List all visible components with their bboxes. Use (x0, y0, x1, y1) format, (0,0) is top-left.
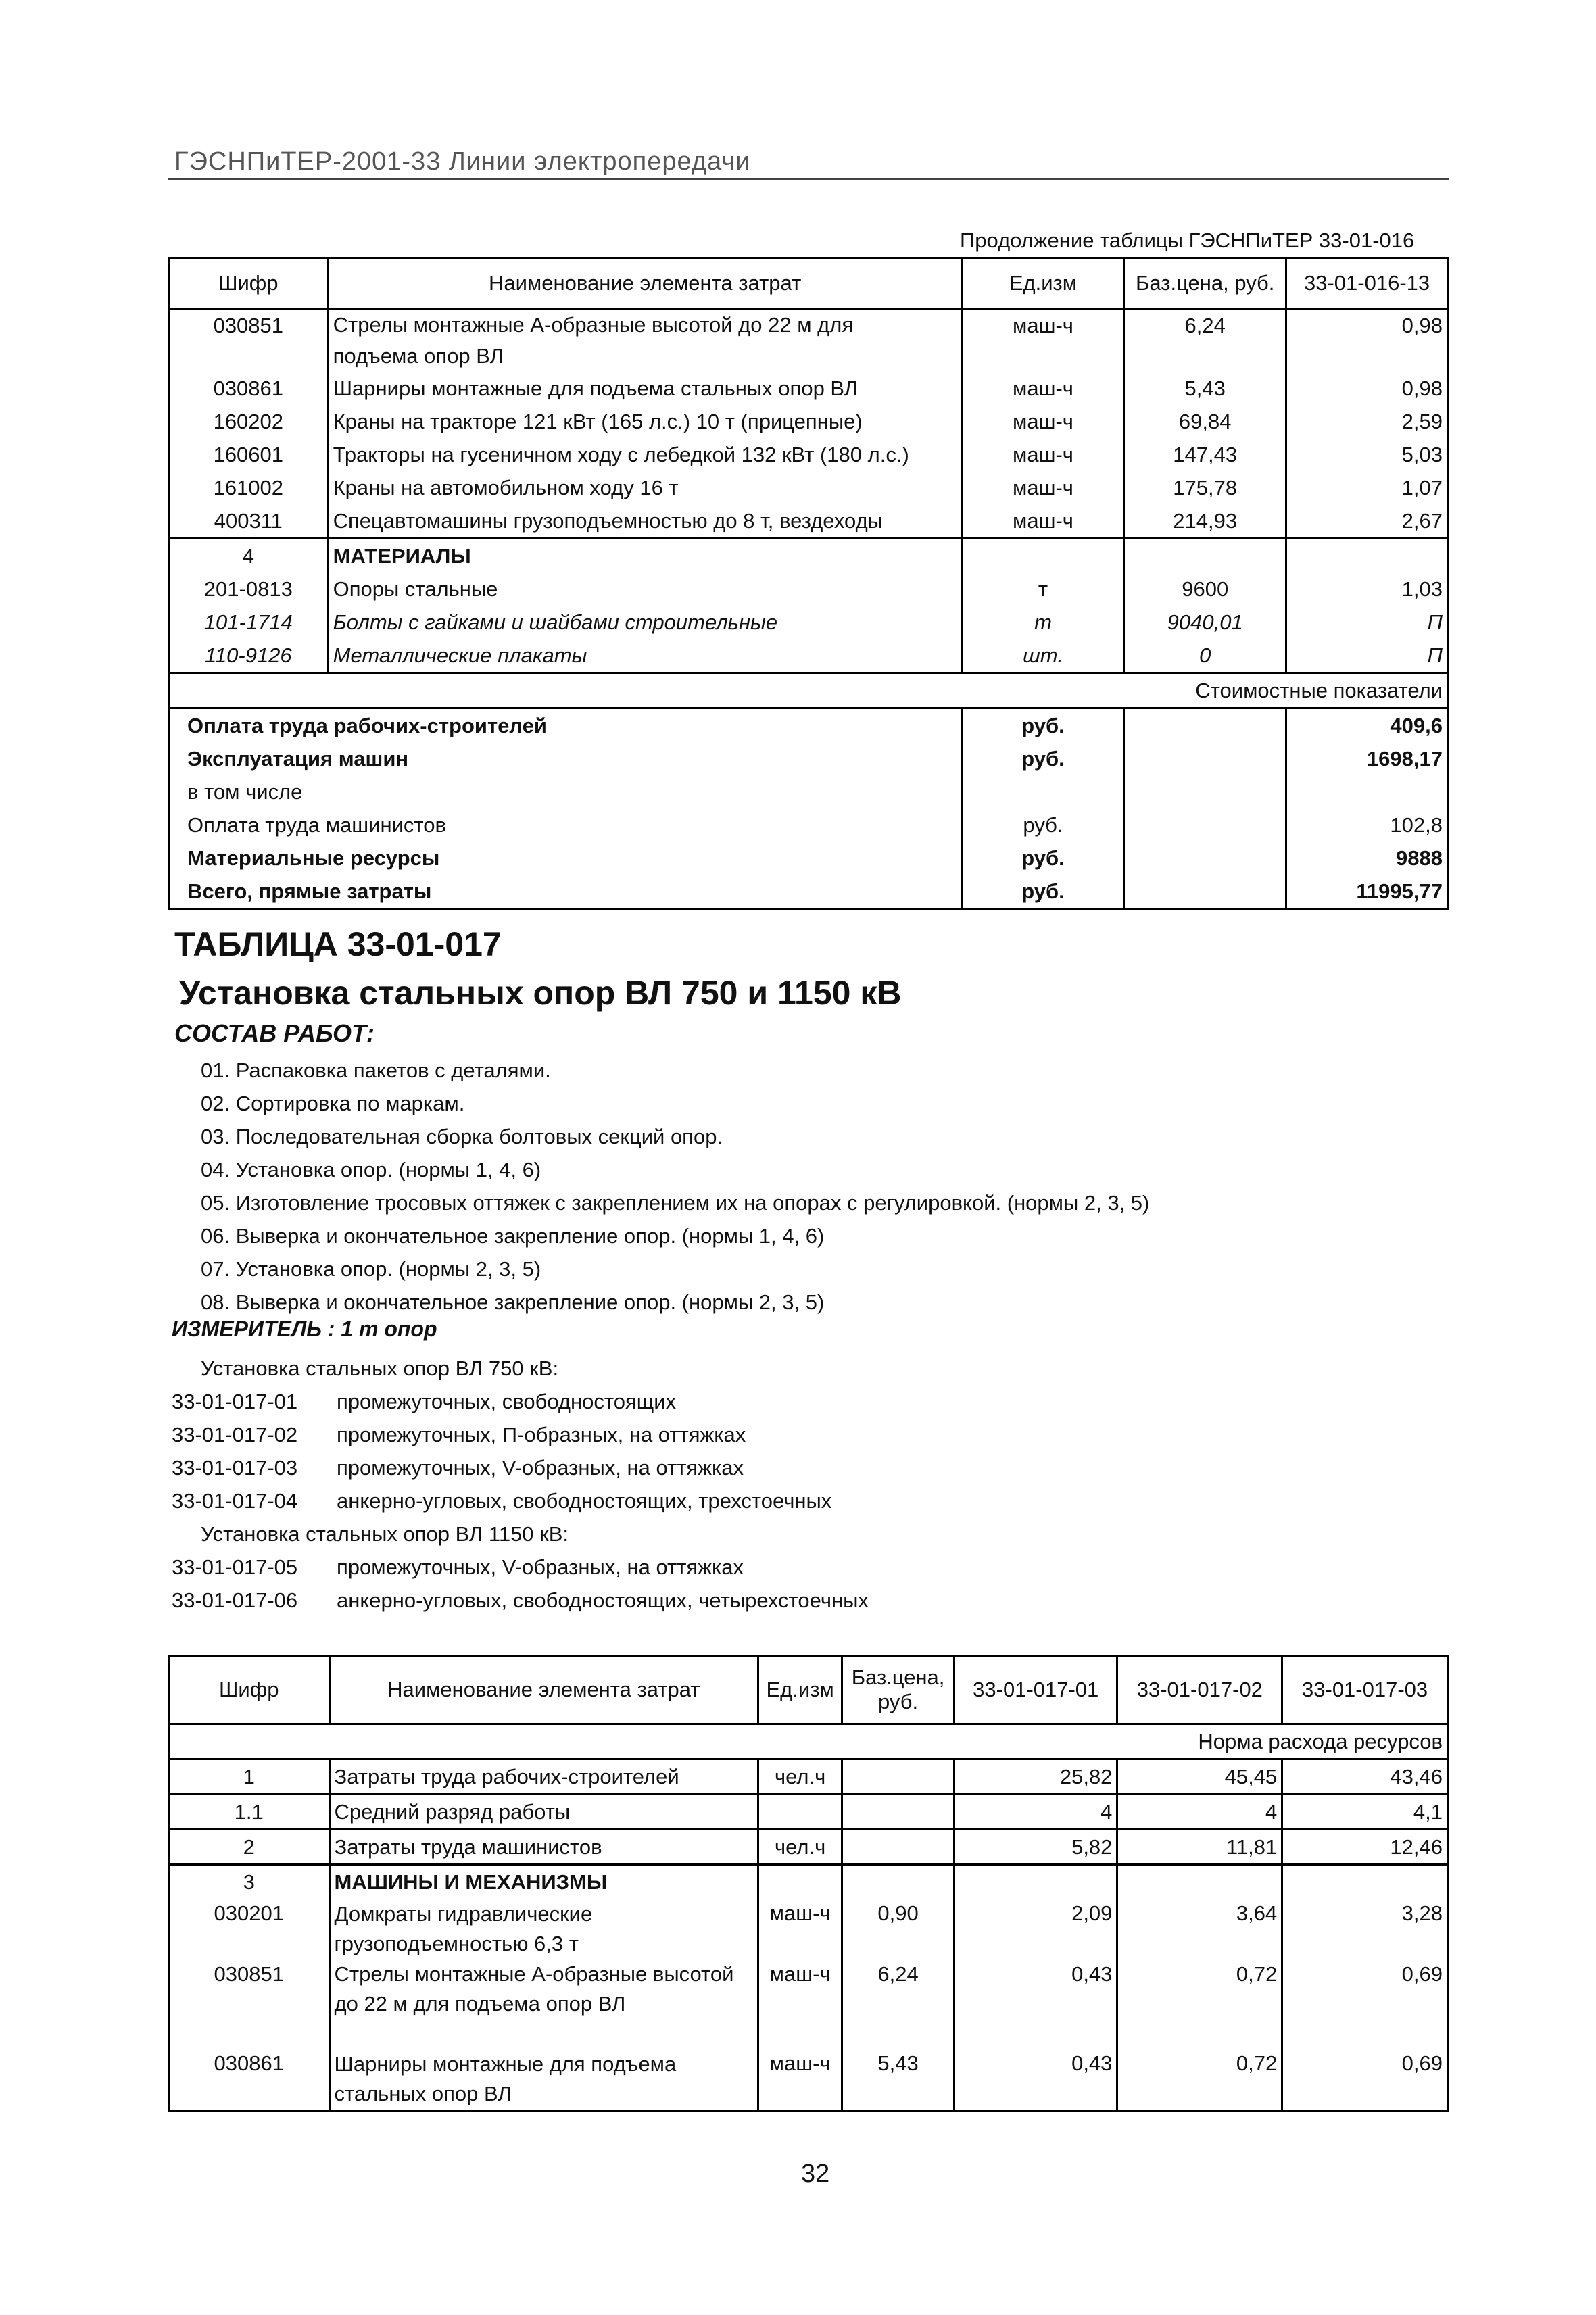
col-header-unit: Ед.изм (758, 1656, 842, 1724)
cost-unit: руб. (962, 708, 1124, 743)
cost-header: Стоимостные показатели (1124, 673, 1448, 708)
row-price (842, 1830, 954, 1865)
row-name-line1: Стрелы монтажные А-образные высотой (334, 1962, 734, 1986)
work-item: 05. Изготовление тросовых оттяжек с закреплением их на опорах с регулировкой. (нормы 2, 3, 5) (201, 1191, 1150, 1215)
row-price: 147,43 (1124, 438, 1286, 471)
cost-row (169, 875, 1448, 909)
row-price (842, 1795, 954, 1830)
norm-code: 33-01-017-04 (172, 1489, 298, 1513)
norm-desc: промежуточных, свободностоящих (337, 1390, 677, 1413)
row-value-02: 0,72 (1117, 1959, 1282, 2049)
cost-label: Всего, прямые затраты (169, 875, 963, 909)
row-unit: чел.ч (758, 1759, 842, 1795)
row-code: 030201 (169, 1899, 330, 1959)
row-value-01: 5,82 (954, 1830, 1117, 1865)
row-name: Тракторы на гусеничном ходу с лебедкой 132 кВт (180 л.с.) (328, 438, 962, 471)
cost-value: 102,8 (1286, 808, 1448, 842)
measure-unit: ИЗМЕРИТЕЛЬ : 1 т опор (172, 1317, 437, 1341)
row-value-01: 25,82 (954, 1759, 1117, 1795)
row-price (842, 1759, 954, 1795)
group-heading: Установка стальных опор ВЛ 750 кВ: (201, 1357, 559, 1380)
row-name-line2: стальных опор ВЛ (334, 2082, 512, 2105)
norm-header-row (169, 1724, 1448, 1759)
cost-row (169, 842, 1448, 875)
cost-table-016 (168, 257, 1449, 910)
row-unit: маш-ч (758, 2049, 842, 2111)
row-code: 030861 (169, 372, 329, 405)
row-value: 0,98 (1286, 309, 1448, 372)
row-value-02: 4 (1117, 1795, 1282, 1830)
cost-row (169, 708, 1448, 743)
row-value: П (1286, 639, 1448, 673)
row-unit: маш-ч (758, 1959, 842, 2049)
norm-desc: промежуточных, V-образных, на оттяжках (337, 1456, 744, 1480)
row-code: 101-1714 (169, 606, 329, 639)
table-row (169, 1959, 1448, 2049)
row-value: 2,59 (1286, 405, 1448, 438)
row-value-01: 0,43 (954, 2049, 1117, 2111)
table-row (169, 309, 1448, 372)
row-value: 1,07 (1286, 471, 1448, 504)
cost-label: Эксплуатация машин (169, 742, 963, 775)
row-name-line2: до 22 м для подъема опор ВЛ (334, 1992, 626, 2016)
row-code: 030851 (169, 1959, 330, 2049)
row-value: 5,03 (1286, 438, 1448, 471)
row-price: 9600 (1124, 572, 1286, 606)
table-continuation-note: Продолжение таблицы ГЭСНПиТЕР 33-01-016 (960, 228, 1415, 252)
row-name-line2: подъема опор ВЛ (333, 344, 504, 368)
section-title: МАШИНЫ И МЕХАНИЗМЫ (329, 1865, 758, 1899)
cost-unit: руб. (962, 808, 1124, 842)
col-header-name: Наименование элемента затрат (328, 258, 962, 309)
cost-row (169, 808, 1448, 842)
cost-value: 9888 (1286, 842, 1448, 875)
cost-label: Оплата труда машинистов (169, 808, 963, 842)
row-value: 1,03 (1286, 572, 1448, 606)
table-title: ТАБЛИЦА 33-01-017 (174, 925, 502, 963)
row-name: Средний разряд работы (329, 1795, 758, 1830)
row-value: П (1286, 606, 1448, 639)
row-unit: маш-ч (962, 309, 1124, 372)
row-value-03: 4,1 (1282, 1795, 1448, 1830)
row-unit: чел.ч (758, 1830, 842, 1865)
row-value-03: 12,46 (1282, 1830, 1448, 1865)
row-value-02: 45,45 (1117, 1759, 1282, 1795)
row-unit: т (962, 606, 1124, 639)
row-price: 5,43 (1124, 372, 1286, 405)
col-header-unit: Ед.изм (962, 258, 1124, 309)
row-unit: шт. (962, 639, 1124, 673)
table-row (169, 471, 1448, 504)
row-code: 030851 (169, 309, 329, 372)
work-item: 06. Выверка и окончательное закрепление опор. (нормы 1, 4, 6) (201, 1224, 825, 1248)
table-row (169, 1759, 1448, 1795)
table-subtitle: Установка стальных опор ВЛ 750 и 1150 кВ (179, 974, 902, 1012)
row-name: Металлические плакаты (328, 639, 962, 673)
col-header-norm-01: 33-01-017-01 (954, 1656, 1117, 1724)
table-section-row (169, 1865, 1448, 1899)
row-value-02: 3,64 (1117, 1899, 1282, 1959)
row-unit (758, 1795, 842, 1830)
col-header-price-line2: руб. (878, 1690, 919, 1713)
row-unit: маш-ч (758, 1899, 842, 1959)
row-code: 1 (169, 1759, 330, 1795)
row-code: 400311 (169, 504, 329, 539)
row-price: 0 (1124, 639, 1286, 673)
work-item: 01. Распаковка пакетов с деталями. (201, 1058, 551, 1082)
row-code: 160601 (169, 438, 329, 471)
row-value-03: 3,28 (1282, 1899, 1448, 1959)
works-heading: СОСТАВ РАБОТ: (174, 1019, 374, 1047)
col-header-norm-03: 33-01-017-03 (1282, 1656, 1448, 1724)
row-value-02: 11,81 (1117, 1830, 1282, 1865)
col-header-code: Шифр (169, 258, 329, 309)
row-value-03: 0,69 (1282, 1959, 1448, 2049)
table-header-row (169, 258, 1448, 309)
row-price: 0,90 (842, 1899, 954, 1959)
table-row (169, 438, 1448, 471)
row-unit: маш-ч (962, 372, 1124, 405)
row-value-01: 0,43 (954, 1959, 1117, 2049)
work-item: 08. Выверка и окончательное закрепление опор. (нормы 2, 3, 5) (201, 1290, 825, 1314)
section-code: 3 (169, 1865, 330, 1899)
row-name: Затраты труда машинистов (329, 1830, 758, 1865)
row-name: Опоры стальные (328, 572, 962, 606)
row-unit: маш-ч (962, 504, 1124, 539)
group-heading: Установка стальных опор ВЛ 1150 кВ: (201, 1522, 569, 1546)
cost-value: 11995,77 (1286, 875, 1448, 909)
section-code: 4 (169, 539, 329, 573)
row-name: Шарниры монтажные для подъема стальных опор ВЛ (328, 372, 962, 405)
work-item: 02. Сортировка по маркам. (201, 1092, 465, 1115)
table-section-row (169, 539, 1448, 573)
row-code: 030861 (169, 2049, 330, 2111)
row-name: Болты с гайками и шайбами строительные (328, 606, 962, 639)
table-row (169, 606, 1448, 639)
cost-unit: руб. (962, 842, 1124, 875)
row-code: 161002 (169, 471, 329, 504)
row-value-03: 0,69 (1282, 2049, 1448, 2111)
cost-unit: руб. (962, 875, 1124, 909)
table-row (169, 1795, 1448, 1830)
norm-code: 33-01-017-06 (172, 1588, 298, 1612)
cost-label: Оплата труда рабочих-строителей (169, 708, 963, 743)
norm-table-017 (168, 1655, 1449, 2112)
row-name (329, 1899, 758, 1959)
row-name: Краны на тракторе 121 кВт (165 л.с.) 10 т (прицепные) (328, 405, 962, 438)
row-value-01: 2,09 (954, 1899, 1117, 1959)
col-header-price-line1: Баз.цена, (851, 1665, 945, 1689)
norm-desc: промежуточных, П-образных, на оттяжках (337, 1423, 746, 1446)
norm-desc: промежуточных, V-образных, на оттяжках (337, 1555, 744, 1579)
table-header-row (169, 1656, 1448, 1724)
norm-code: 33-01-017-02 (172, 1423, 298, 1446)
cost-label: Материальные ресурсы (169, 842, 963, 875)
table-row (169, 572, 1448, 606)
row-name: Затраты труда рабочих-строителей (329, 1759, 758, 1795)
norm-code: 33-01-017-03 (172, 1456, 298, 1480)
row-value: 0,98 (1286, 372, 1448, 405)
cost-label: в том числе (169, 775, 963, 808)
header-rule (168, 178, 1449, 180)
row-price: 6,24 (842, 1959, 954, 2049)
page-number: 32 (801, 2160, 830, 2188)
cost-row (169, 742, 1448, 775)
cost-unit: руб. (962, 742, 1124, 775)
table-row (169, 1830, 1448, 1865)
row-name-line2: грузоподъемностью 6,3 т (334, 1932, 579, 1955)
row-name: Спецавтомашины грузоподъемностью до 8 т, вездеходы (328, 504, 962, 539)
norm-header: Норма расхода ресурсов (1117, 1724, 1448, 1759)
table-row (169, 372, 1448, 405)
col-header-name: Наименование элемента затрат (329, 1656, 758, 1724)
cost-value: 1698,17 (1286, 742, 1448, 775)
row-name-line1: Домкраты гидравлические (334, 1902, 593, 1926)
row-name (328, 309, 962, 372)
row-unit: т (962, 572, 1124, 606)
row-unit: маш-ч (962, 438, 1124, 471)
work-item: 03. Последовательная сборка болтовых секций опор. (201, 1125, 723, 1148)
row-price: 5,43 (842, 2049, 954, 2111)
row-code: 201-0813 (169, 572, 329, 606)
table-row (169, 639, 1448, 673)
work-item: 04. Установка опор. (нормы 1, 4, 6) (201, 1158, 541, 1181)
row-name (329, 1959, 758, 2049)
row-price: 9040,01 (1124, 606, 1286, 639)
cost-header-row (169, 673, 1448, 708)
row-unit: маш-ч (962, 405, 1124, 438)
norm-desc: анкерно-угловых, свободностоящих, трехстоечных (337, 1489, 832, 1513)
table-row (169, 405, 1448, 438)
table-row (169, 504, 1448, 539)
table-row (169, 2049, 1448, 2111)
norm-code: 33-01-017-05 (172, 1555, 298, 1579)
col-header-price: Баз.цена, руб. (1124, 258, 1286, 309)
row-name-line1: Шарниры монтажные для подъема (334, 2052, 677, 2076)
row-code: 110-9126 (169, 639, 329, 673)
row-price: 6,24 (1124, 309, 1286, 372)
row-code: 2 (169, 1830, 330, 1865)
row-unit: маш-ч (962, 471, 1124, 504)
row-code: 160202 (169, 405, 329, 438)
row-value-02: 0,72 (1117, 2049, 1282, 2111)
row-name: Краны на автомобильном ходу 16 т (328, 471, 962, 504)
row-price: 175,78 (1124, 471, 1286, 504)
cost-row (169, 775, 1448, 808)
col-header-price (842, 1656, 954, 1724)
row-name-line1: Стрелы монтажные А-образные высотой до 22 м для (333, 313, 854, 337)
row-value-01: 4 (954, 1795, 1117, 1830)
row-value-03: 43,46 (1282, 1759, 1448, 1795)
col-header-code: Шифр (169, 1656, 330, 1724)
table-row (169, 1899, 1448, 1959)
col-header-norm-02: 33-01-017-02 (1117, 1656, 1282, 1724)
row-price: 214,93 (1124, 504, 1286, 539)
row-price: 69,84 (1124, 405, 1286, 438)
norm-desc: анкерно-угловых, свободностоящих, четырехстоечных (337, 1588, 869, 1612)
cost-value: 409,6 (1286, 708, 1448, 743)
running-header: ГЭСНПиТЕР-2001-33 Линии электропередачи (174, 147, 751, 176)
norm-code: 33-01-017-01 (172, 1390, 298, 1413)
col-header-norm: 33-01-016-13 (1286, 258, 1448, 309)
section-title: МАТЕРИАЛЫ (328, 539, 962, 573)
work-item: 07. Установка опор. (нормы 2, 3, 5) (201, 1257, 541, 1281)
row-value: 2,67 (1286, 504, 1448, 539)
row-name (329, 2049, 758, 2111)
row-code: 1.1 (169, 1795, 330, 1830)
